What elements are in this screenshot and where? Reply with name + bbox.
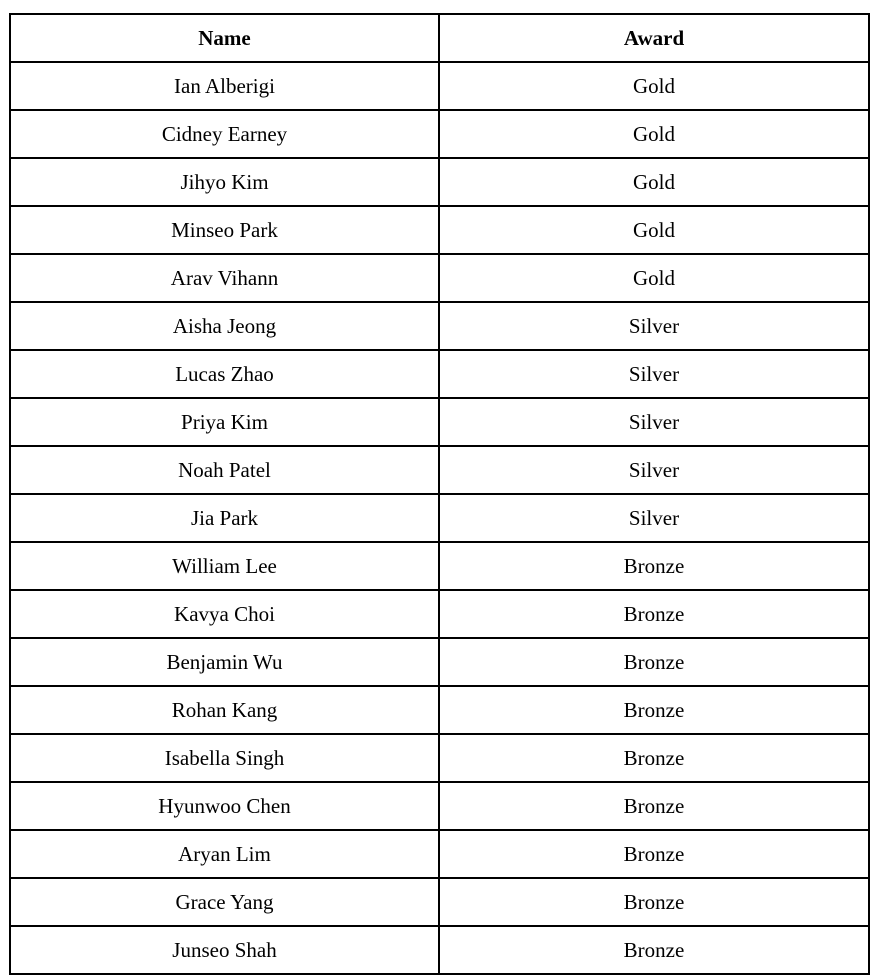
table-row	[10, 830, 869, 878]
award-cell: Gold	[439, 206, 869, 254]
award-cell: Bronze	[439, 638, 869, 686]
award-cell: Bronze	[439, 542, 869, 590]
table-row	[10, 734, 869, 782]
award-cell: Bronze	[439, 686, 869, 734]
table-row	[10, 254, 869, 302]
table-row	[10, 494, 869, 542]
award-cell: Gold	[439, 158, 869, 206]
award-cell: Silver	[439, 302, 869, 350]
name-cell: Aryan Lim	[10, 830, 439, 878]
award-cell: Silver	[439, 398, 869, 446]
award-column-header: Award	[439, 14, 869, 62]
table-row	[10, 446, 869, 494]
table-row	[10, 590, 869, 638]
table-row	[10, 350, 869, 398]
table-header	[10, 14, 869, 62]
award-cell: Bronze	[439, 782, 869, 830]
table-body	[10, 62, 869, 974]
name-cell: Ian Alberigi	[10, 62, 439, 110]
name-cell: Grace Yang	[10, 878, 439, 926]
name-cell: Junseo Shah	[10, 926, 439, 974]
award-cell: Gold	[439, 110, 869, 158]
name-cell: Jia Park	[10, 494, 439, 542]
table-row	[10, 302, 869, 350]
name-cell: Hyunwoo Chen	[10, 782, 439, 830]
award-cell: Silver	[439, 446, 869, 494]
table-row	[10, 686, 869, 734]
table-row	[10, 62, 869, 110]
name-cell: William Lee	[10, 542, 439, 590]
award-cell: Gold	[439, 62, 869, 110]
table-row	[10, 158, 869, 206]
award-cell: Silver	[439, 494, 869, 542]
award-cell: Bronze	[439, 734, 869, 782]
table-row	[10, 542, 869, 590]
name-cell: Rohan Kang	[10, 686, 439, 734]
table-row	[10, 878, 869, 926]
name-cell: Priya Kim	[10, 398, 439, 446]
table-row	[10, 638, 869, 686]
awards-table	[9, 13, 870, 975]
name-cell: Noah Patel	[10, 446, 439, 494]
name-cell: Aisha Jeong	[10, 302, 439, 350]
award-cell: Silver	[439, 350, 869, 398]
name-cell: Jihyo Kim	[10, 158, 439, 206]
award-cell: Gold	[439, 254, 869, 302]
award-cell: Bronze	[439, 926, 869, 974]
name-cell: Benjamin Wu	[10, 638, 439, 686]
table-row	[10, 110, 869, 158]
name-cell: Cidney Earney	[10, 110, 439, 158]
name-cell: Minseo Park	[10, 206, 439, 254]
table-row	[10, 926, 869, 974]
table-row	[10, 206, 869, 254]
name-cell: Kavya Choi	[10, 590, 439, 638]
table-row	[10, 782, 869, 830]
award-cell: Bronze	[439, 830, 869, 878]
award-cell: Bronze	[439, 590, 869, 638]
header-row	[10, 14, 869, 62]
table-row	[10, 398, 869, 446]
name-cell: Lucas Zhao	[10, 350, 439, 398]
name-cell: Arav Vihann	[10, 254, 439, 302]
award-cell: Bronze	[439, 878, 869, 926]
name-cell: Isabella Singh	[10, 734, 439, 782]
name-column-header: Name	[10, 14, 439, 62]
